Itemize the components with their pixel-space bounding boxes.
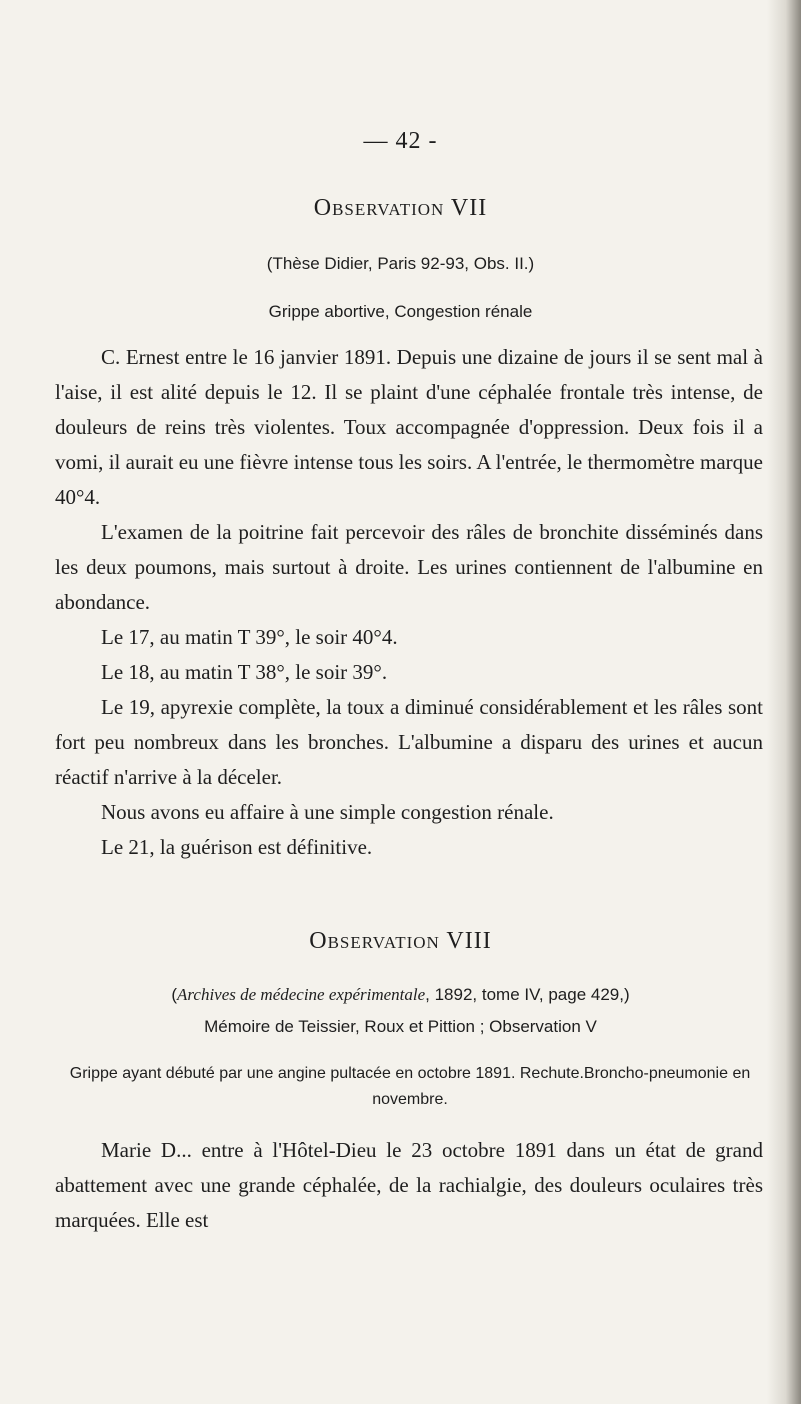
observation-7-paragraph-5: Le 21, la guérison est définitive. (101, 835, 373, 859)
observation-7-paragraph-4: Nous avons eu affaire à une simple congestion rénale. (101, 800, 554, 824)
observation-7-title: Observation VII (313, 195, 488, 221)
observation-7-day-17: Le 17, au matin T 39°, le soir 40°4. (101, 625, 398, 649)
observation-7-subtitle: Grippe abortive, Congestion rénale (268, 302, 533, 321)
observation-8-memoire: Mémoire de Teissier, Roux et Pittion ; Observation V (204, 1017, 597, 1036)
ref-details: , 1892, tome IV, page 429,) (425, 985, 630, 1004)
observation-8-subtitle: Grippe ayant débuté par une angine pultacée en octobre 1891. Rechute.Broncho-pneumonie en novembre. (69, 1065, 751, 1108)
observation-8-reference (0, 985, 801, 1005)
observation-8-title: Observation VIII (309, 928, 492, 954)
observation-7-paragraph-1: C. Ernest entre le 16 janvier 1891. Depuis une dizaine de jours il se sent mal à l'aise, il est alité depuis le 12. Il se plaint d'une céphalée frontale très intense, de douleurs de reins très violentes. Toux accompagnée d'oppression. Deux fois il a vomi, il aurait eu une fièvre intense tous les soirs. A l'entrée, le thermomètre marque 40°4. (55, 345, 763, 509)
observation-8-paragraph-1: Marie D... entre à l'Hôtel-Dieu le 23 octobre 1891 dans un état de grand abattement avec une grande céphalée, de la rachialgie, des douleurs oculaires très marquées. Elle est (55, 1138, 763, 1232)
observation-7-reference: (Thèse Didier, Paris 92-93, Obs. II.) (266, 254, 535, 273)
observation-7-day-18: Le 18, au matin T 38°, le soir 39°. (101, 660, 388, 684)
page-number: — 42 - (363, 128, 438, 154)
observation-7-paragraph-3: Le 19, apyrexie complète, la toux a diminué considérablement et les râles sont fort peu nombreux dans les bronches. L'albumine a disparu des urines et aucun réactif n'arrive à la déceler. (55, 695, 763, 789)
ref-source: Archives de médecine expérimentale (177, 985, 426, 1004)
ref-open-paren: ( (171, 985, 178, 1004)
observation-7-paragraph-2: L'examen de la poitrine fait percevoir des râles de bronchite disséminés dans les deux poumons, mais surtout à droite. Les urines contiennent de l'albumine en abondance. (55, 520, 763, 614)
